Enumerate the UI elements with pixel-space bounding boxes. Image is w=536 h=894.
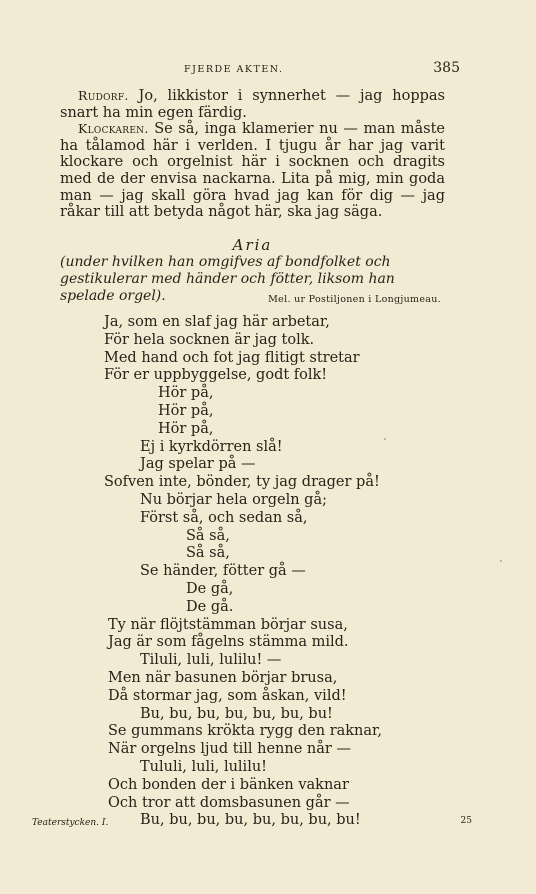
verse-line: Tululi, luli, lulilu! [140, 758, 268, 775]
book-title: Teaterstycken. I. [32, 818, 109, 828]
verse-line: De gå. [186, 598, 234, 615]
verse-line: Hör på, [158, 385, 214, 402]
verse-line: Ej i kyrkdörren slå! [140, 438, 283, 455]
verse-line: För er uppbyggelse, godt folk! [104, 367, 328, 384]
speaker-name: Rudorf. [78, 88, 129, 103]
verse-line: Först så, och sedan så, [140, 509, 308, 526]
verse-line: Hör på, [158, 402, 214, 419]
verse-line: Då stormar jag, som åskan, vild! [108, 687, 347, 704]
page-number: 385 [433, 60, 460, 76]
verse-line: Hör på, [158, 420, 214, 437]
paper-speck [500, 560, 502, 562]
page-footer [32, 818, 472, 828]
verse-line: Jag är som fågelns stämma mild. [108, 634, 349, 651]
dialogue-prose [60, 88, 445, 221]
verse-line: Och bonden der i bänken vaknar [108, 776, 349, 793]
verse-line: Tiluli, luli, lulilu! — [140, 652, 282, 669]
verse-line: När orgelns ljud till henne når — [108, 741, 351, 758]
verse-line: Ja, som en slaf jag här arbetar, [104, 314, 330, 330]
stage-direction: (under hvilken han omgifves af bondfolket och gestikulerar med händer och fötter, liksom han spelade orgel). [60, 254, 395, 304]
signature-mark: 25 [460, 816, 472, 826]
verse-line: Se händer, fötter gå — [140, 563, 306, 580]
verse-line: Så så, [186, 527, 230, 544]
speech-text: Se så, inga klamerier nu — man måste ha tålamod här i verlden. I tjugu år har jag varit klockare och orgelnist här i socknen och dragits med de der envisa nackarna. Lita på mig, min goda man — jag skall göra hvad jag kan för dig — jag råkar till att betyda något här, ska jag säga. [60, 121, 445, 221]
verse-line: För hela socknen är jag tolk. [104, 331, 315, 348]
running-title: FJERDE AKTEN. [184, 64, 284, 75]
paper-speck [384, 438, 386, 440]
verse-line: De gå, [186, 580, 234, 597]
verse-line: Men när basunen börjar brusa, [108, 669, 338, 686]
speech-klockaren [60, 121, 445, 221]
verse-line: Bu, bu, bu, bu, bu, bu, bu! [140, 705, 333, 722]
aria-verse [0, 314, 536, 830]
speech-rudorf [60, 88, 445, 121]
verse-line: Med hand och fot jag flitigt stretar [104, 349, 360, 366]
verse-line: Sofven inte, bönder, ty jag drager på! [104, 474, 380, 491]
verse-line: Se gummans krökta rygg den raknar, [108, 723, 382, 740]
verse-line: Och tror att domsbasunen går — [108, 794, 350, 811]
aria-title: Aria [232, 236, 273, 254]
verse-line: Så så, [186, 545, 230, 562]
speech-text: Jo, likkistor i synnerhet — jag hoppas snart ha min egen färdig. [60, 88, 445, 121]
melody-note: Mel. ur Postiljonen i Longjumeau. [268, 294, 441, 305]
verse-line: Nu börjar hela orgeln gå; [140, 491, 327, 508]
speaker-name: Klockaren. [78, 121, 149, 137]
verse-line: Ty när flöjtstämman börjar susa, [108, 616, 348, 633]
verse-line: Jag spelar på — [140, 456, 256, 473]
verse-line: Bu, bu, bu, bu, bu, bu, bu, bu! [140, 812, 361, 829]
